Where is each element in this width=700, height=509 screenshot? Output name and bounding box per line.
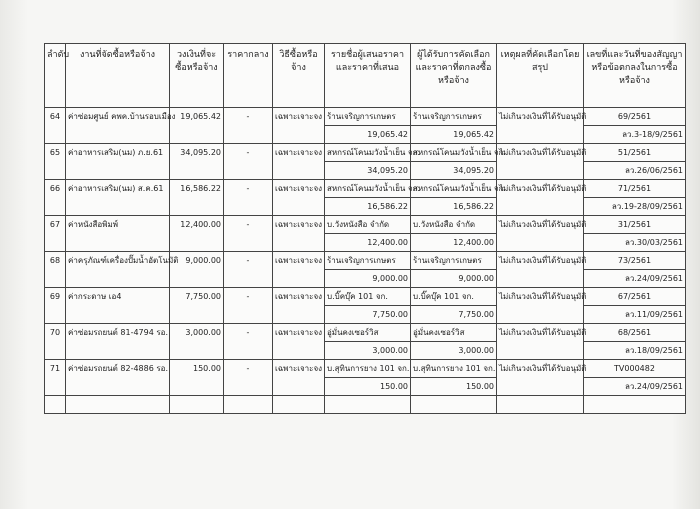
row-budget-cont — [170, 234, 224, 252]
table-row-sub — [45, 378, 686, 396]
row-reason-cont — [497, 378, 584, 396]
row-reason-cont — [497, 126, 584, 144]
table-row — [45, 108, 686, 126]
row-number: 66 — [45, 180, 66, 198]
row-mid-cont — [224, 234, 273, 252]
row-number: 64 — [45, 108, 66, 126]
row-item-cont — [66, 270, 170, 288]
row-contract-date: ลว.24/09/2561 — [584, 378, 686, 396]
table-row — [45, 324, 686, 342]
row-bid-price: 19,065.42 — [325, 126, 411, 144]
table-row — [45, 144, 686, 162]
row-winner: ร้านเจริญการเกษตร — [411, 252, 497, 270]
row-item-cont — [66, 234, 170, 252]
row-number: 70 — [45, 324, 66, 342]
row-budget-cont — [170, 378, 224, 396]
row-winner: ร้านเจริญการเกษตร — [411, 108, 497, 126]
row-contract-no: 31/2561 — [584, 216, 686, 234]
row-winner: บ.สุทินการยาง 101 จก. — [411, 360, 497, 378]
row-mid-price: - — [224, 252, 273, 270]
row-mid-cont — [224, 126, 273, 144]
row-budget-cont — [170, 162, 224, 180]
row-item-cont — [66, 162, 170, 180]
row-item: ค่าอาหารเสริม(นม) ส.ค.61 — [66, 180, 170, 198]
row-bid-price: 12,400.00 — [325, 234, 411, 252]
row-contract-no: 51/2561 — [584, 144, 686, 162]
row-number: 68 — [45, 252, 66, 270]
table-row — [45, 360, 686, 378]
table-row-sub — [45, 270, 686, 288]
row-win-price: 12,400.00 — [411, 234, 497, 252]
row-bidder: สหกรณ์โคนมวังน้ำเย็น จก. — [325, 180, 411, 198]
header-method: วิธีซื้อหรือจ้าง — [273, 44, 325, 108]
row-budget-cont — [170, 126, 224, 144]
empty-cell — [497, 396, 584, 414]
row-winner: บ.บิ๊คบุ๊ค 101 จก. — [411, 288, 497, 306]
row-method: เฉพาะเจาะจง — [273, 252, 325, 270]
row-mid-cont — [224, 378, 273, 396]
row-item: ค่าซ่อมรถยนต์ 82-4886 รอ. — [66, 360, 170, 378]
table-header-row — [45, 44, 686, 108]
table-row-sub — [45, 198, 686, 216]
row-budget-cont — [170, 342, 224, 360]
row-contract-date: ลว.26/06/2561 — [584, 162, 686, 180]
row-contract-no: 71/2561 — [584, 180, 686, 198]
row-mid-price: - — [224, 144, 273, 162]
row-contract-no: 68/2561 — [584, 324, 686, 342]
empty-cell — [45, 396, 66, 414]
row-reason: ไม่เกินวงเงินที่ได้รับอนุมัติ — [497, 288, 584, 306]
row-bid-price: 150.00 — [325, 378, 411, 396]
row-item-cont — [66, 198, 170, 216]
row-method: เฉพาะเจาะจง — [273, 108, 325, 126]
row-mid-cont — [224, 270, 273, 288]
row-number-cont — [45, 198, 66, 216]
row-reason: ไม่เกินวงเงินที่ได้รับอนุมัติ — [497, 360, 584, 378]
table-row — [45, 288, 686, 306]
row-reason: ไม่เกินวงเงินที่ได้รับอนุมัติ — [497, 180, 584, 198]
row-budget: 3,000.00 — [170, 324, 224, 342]
row-budget-cont — [170, 198, 224, 216]
row-bid-price: 3,000.00 — [325, 342, 411, 360]
row-budget: 9,000.00 — [170, 252, 224, 270]
empty-cell — [273, 396, 325, 414]
row-win-price: 34,095.20 — [411, 162, 497, 180]
row-number: 65 — [45, 144, 66, 162]
row-reason: ไม่เกินวงเงินที่ได้รับอนุมัติ — [497, 324, 584, 342]
row-mid-price: - — [224, 360, 273, 378]
table-row — [45, 216, 686, 234]
row-method-cont — [273, 306, 325, 324]
row-number-cont — [45, 270, 66, 288]
row-method: เฉพาะเจาะจง — [273, 216, 325, 234]
row-reason: ไม่เกินวงเงินที่ได้รับอนุมัติ — [497, 108, 584, 126]
row-number-cont — [45, 162, 66, 180]
row-win-price: 19,065.42 — [411, 126, 497, 144]
row-method: เฉพาะเจาะจง — [273, 144, 325, 162]
table-row-sub — [45, 342, 686, 360]
row-budget: 150.00 — [170, 360, 224, 378]
row-contract-no: 69/2561 — [584, 108, 686, 126]
row-win-price: 9,000.00 — [411, 270, 497, 288]
row-budget-cont — [170, 270, 224, 288]
table-row — [45, 252, 686, 270]
row-budget: 34,095.20 — [170, 144, 224, 162]
row-number-cont — [45, 378, 66, 396]
row-number-cont — [45, 126, 66, 144]
row-bid-price: 16,586.22 — [325, 198, 411, 216]
row-method: เฉพาะเจาะจง — [273, 360, 325, 378]
row-mid-price: - — [224, 216, 273, 234]
row-contract-no: TV000482 — [584, 360, 686, 378]
row-bid-price: 34,095.20 — [325, 162, 411, 180]
row-method-cont — [273, 342, 325, 360]
row-mid-price: - — [224, 288, 273, 306]
row-win-price: 16,586.22 — [411, 198, 497, 216]
row-win-price: 7,750.00 — [411, 306, 497, 324]
table-row-sub — [45, 126, 686, 144]
row-reason-cont — [497, 306, 584, 324]
table-row-sub — [45, 234, 686, 252]
row-reason-cont — [497, 270, 584, 288]
row-method: เฉพาะเจาะจง — [273, 288, 325, 306]
row-mid-price: - — [224, 324, 273, 342]
row-budget: 12,400.00 — [170, 216, 224, 234]
table-row-sub — [45, 162, 686, 180]
row-contract-no: 73/2561 — [584, 252, 686, 270]
row-mid-cont — [224, 306, 273, 324]
row-bidder: บ.สุทินการยาง 101 จก. — [325, 360, 411, 378]
row-bid-price: 7,750.00 — [325, 306, 411, 324]
row-item-cont — [66, 342, 170, 360]
row-mid-cont — [224, 198, 273, 216]
row-budget: 16,586.22 — [170, 180, 224, 198]
header-mid-price: ราคากลาง — [224, 44, 273, 108]
row-bid-price: 9,000.00 — [325, 270, 411, 288]
row-budget: 19,065.42 — [170, 108, 224, 126]
row-reason: ไม่เกินวงเงินที่ได้รับอนุมัติ — [497, 144, 584, 162]
row-contract-no: 67/2561 — [584, 288, 686, 306]
row-contract-date: ลว.30/03/2561 — [584, 234, 686, 252]
header-no: ลำดับ — [45, 44, 66, 108]
row-reason-cont — [497, 198, 584, 216]
row-bidder: ร้านเจริญการเกษตร — [325, 108, 411, 126]
row-number-cont — [45, 342, 66, 360]
row-number: 69 — [45, 288, 66, 306]
empty-cell — [224, 396, 273, 414]
row-win-price: 3,000.00 — [411, 342, 497, 360]
row-method-cont — [273, 126, 325, 144]
row-reason: ไม่เกินวงเงินที่ได้รับอนุมัติ — [497, 252, 584, 270]
row-method-cont — [273, 270, 325, 288]
row-winner: บ.วังหนังสือ จำกัด — [411, 216, 497, 234]
row-winner: สหกรณ์โคนมวังน้ำเย็น จก. — [411, 144, 497, 162]
empty-cell — [66, 396, 170, 414]
row-number-cont — [45, 306, 66, 324]
empty-cell — [325, 396, 411, 414]
row-mid-cont — [224, 162, 273, 180]
row-method-cont — [273, 162, 325, 180]
header-contract: เลขที่และวันที่ของสัญญาหรือข้อตกลงในการซื้อหรือจ้าง — [584, 44, 686, 108]
row-winner: สหกรณ์โคนมวังน้ำเย็น จก. — [411, 180, 497, 198]
row-contract-date: ลว.3-18/9/2561 — [584, 126, 686, 144]
row-reason-cont — [497, 342, 584, 360]
header-winner: ผู้ได้รับการคัดเลือกและราคาที่ตกลงซื้อหรือจ้าง — [411, 44, 497, 108]
row-item: ค่าครุภัณฑ์เครื่องปั๊มน้ำอัตโนมัติ — [66, 252, 170, 270]
row-bidder: บ.บิ๊คบุ๊ค 101 จก. — [325, 288, 411, 306]
row-contract-date: ลว.19-28/09/2561 — [584, 198, 686, 216]
procurement-table — [44, 43, 686, 414]
row-number: 67 — [45, 216, 66, 234]
row-number: 71 — [45, 360, 66, 378]
row-bidder: บ.วังหนังสือ จำกัด — [325, 216, 411, 234]
row-item: ค่ากระดาษ เอ4 — [66, 288, 170, 306]
row-method-cont — [273, 234, 325, 252]
row-method-cont — [273, 198, 325, 216]
row-item: ค่าซ่อมรถยนต์ 81-4794 รอ. — [66, 324, 170, 342]
row-item-cont — [66, 378, 170, 396]
row-reason-cont — [497, 162, 584, 180]
row-contract-date: ลว.11/09/2561 — [584, 306, 686, 324]
row-item-cont — [66, 306, 170, 324]
row-reason: ไม่เกินวงเงินที่ได้รับอนุมัติ — [497, 216, 584, 234]
row-winner: อู่มั่นคงเซอร์วิส — [411, 324, 497, 342]
row-mid-cont — [224, 342, 273, 360]
row-contract-date: ลว.24/09/2561 — [584, 270, 686, 288]
empty-cell — [411, 396, 497, 414]
row-method: เฉพาะเจาะจง — [273, 324, 325, 342]
row-number-cont — [45, 234, 66, 252]
row-bidder: ร้านเจริญการเกษตร — [325, 252, 411, 270]
empty-cell — [170, 396, 224, 414]
row-mid-price: - — [224, 108, 273, 126]
table-row-sub — [45, 306, 686, 324]
row-bidder: อู่มั่นคงเซอร์วิส — [325, 324, 411, 342]
row-item: ค่าหนังสือพิมพ์ — [66, 216, 170, 234]
header-bidders: รายชื่อผู้เสนอราคาและราคาที่เสนอ — [325, 44, 411, 108]
row-item: ค่าอาหารเสริม(นม) ภ.ย.61 — [66, 144, 170, 162]
row-method-cont — [273, 378, 325, 396]
row-reason-cont — [497, 234, 584, 252]
row-win-price: 150.00 — [411, 378, 497, 396]
row-method: เฉพาะเจาะจง — [273, 180, 325, 198]
row-budget: 7,750.00 — [170, 288, 224, 306]
table-row — [45, 180, 686, 198]
row-item-cont — [66, 126, 170, 144]
empty-cell — [584, 396, 686, 414]
header-budget: วงเงินที่จะซื้อหรือจ้าง — [170, 44, 224, 108]
row-item: ค่าซ่อมศูนย์ คพค.บ้านรอบเมือง — [66, 108, 170, 126]
row-bidder: สหกรณ์โคนมวังน้ำเย็น จก. — [325, 144, 411, 162]
header-reason: เหตุผลที่คัดเลือกโดยสรุป — [497, 44, 584, 108]
row-mid-price: - — [224, 180, 273, 198]
row-budget-cont — [170, 306, 224, 324]
row-contract-date: ลว.18/09/2561 — [584, 342, 686, 360]
table-row-empty — [45, 396, 686, 414]
header-item: งานที่จัดซื้อหรือจ้าง — [66, 44, 170, 108]
